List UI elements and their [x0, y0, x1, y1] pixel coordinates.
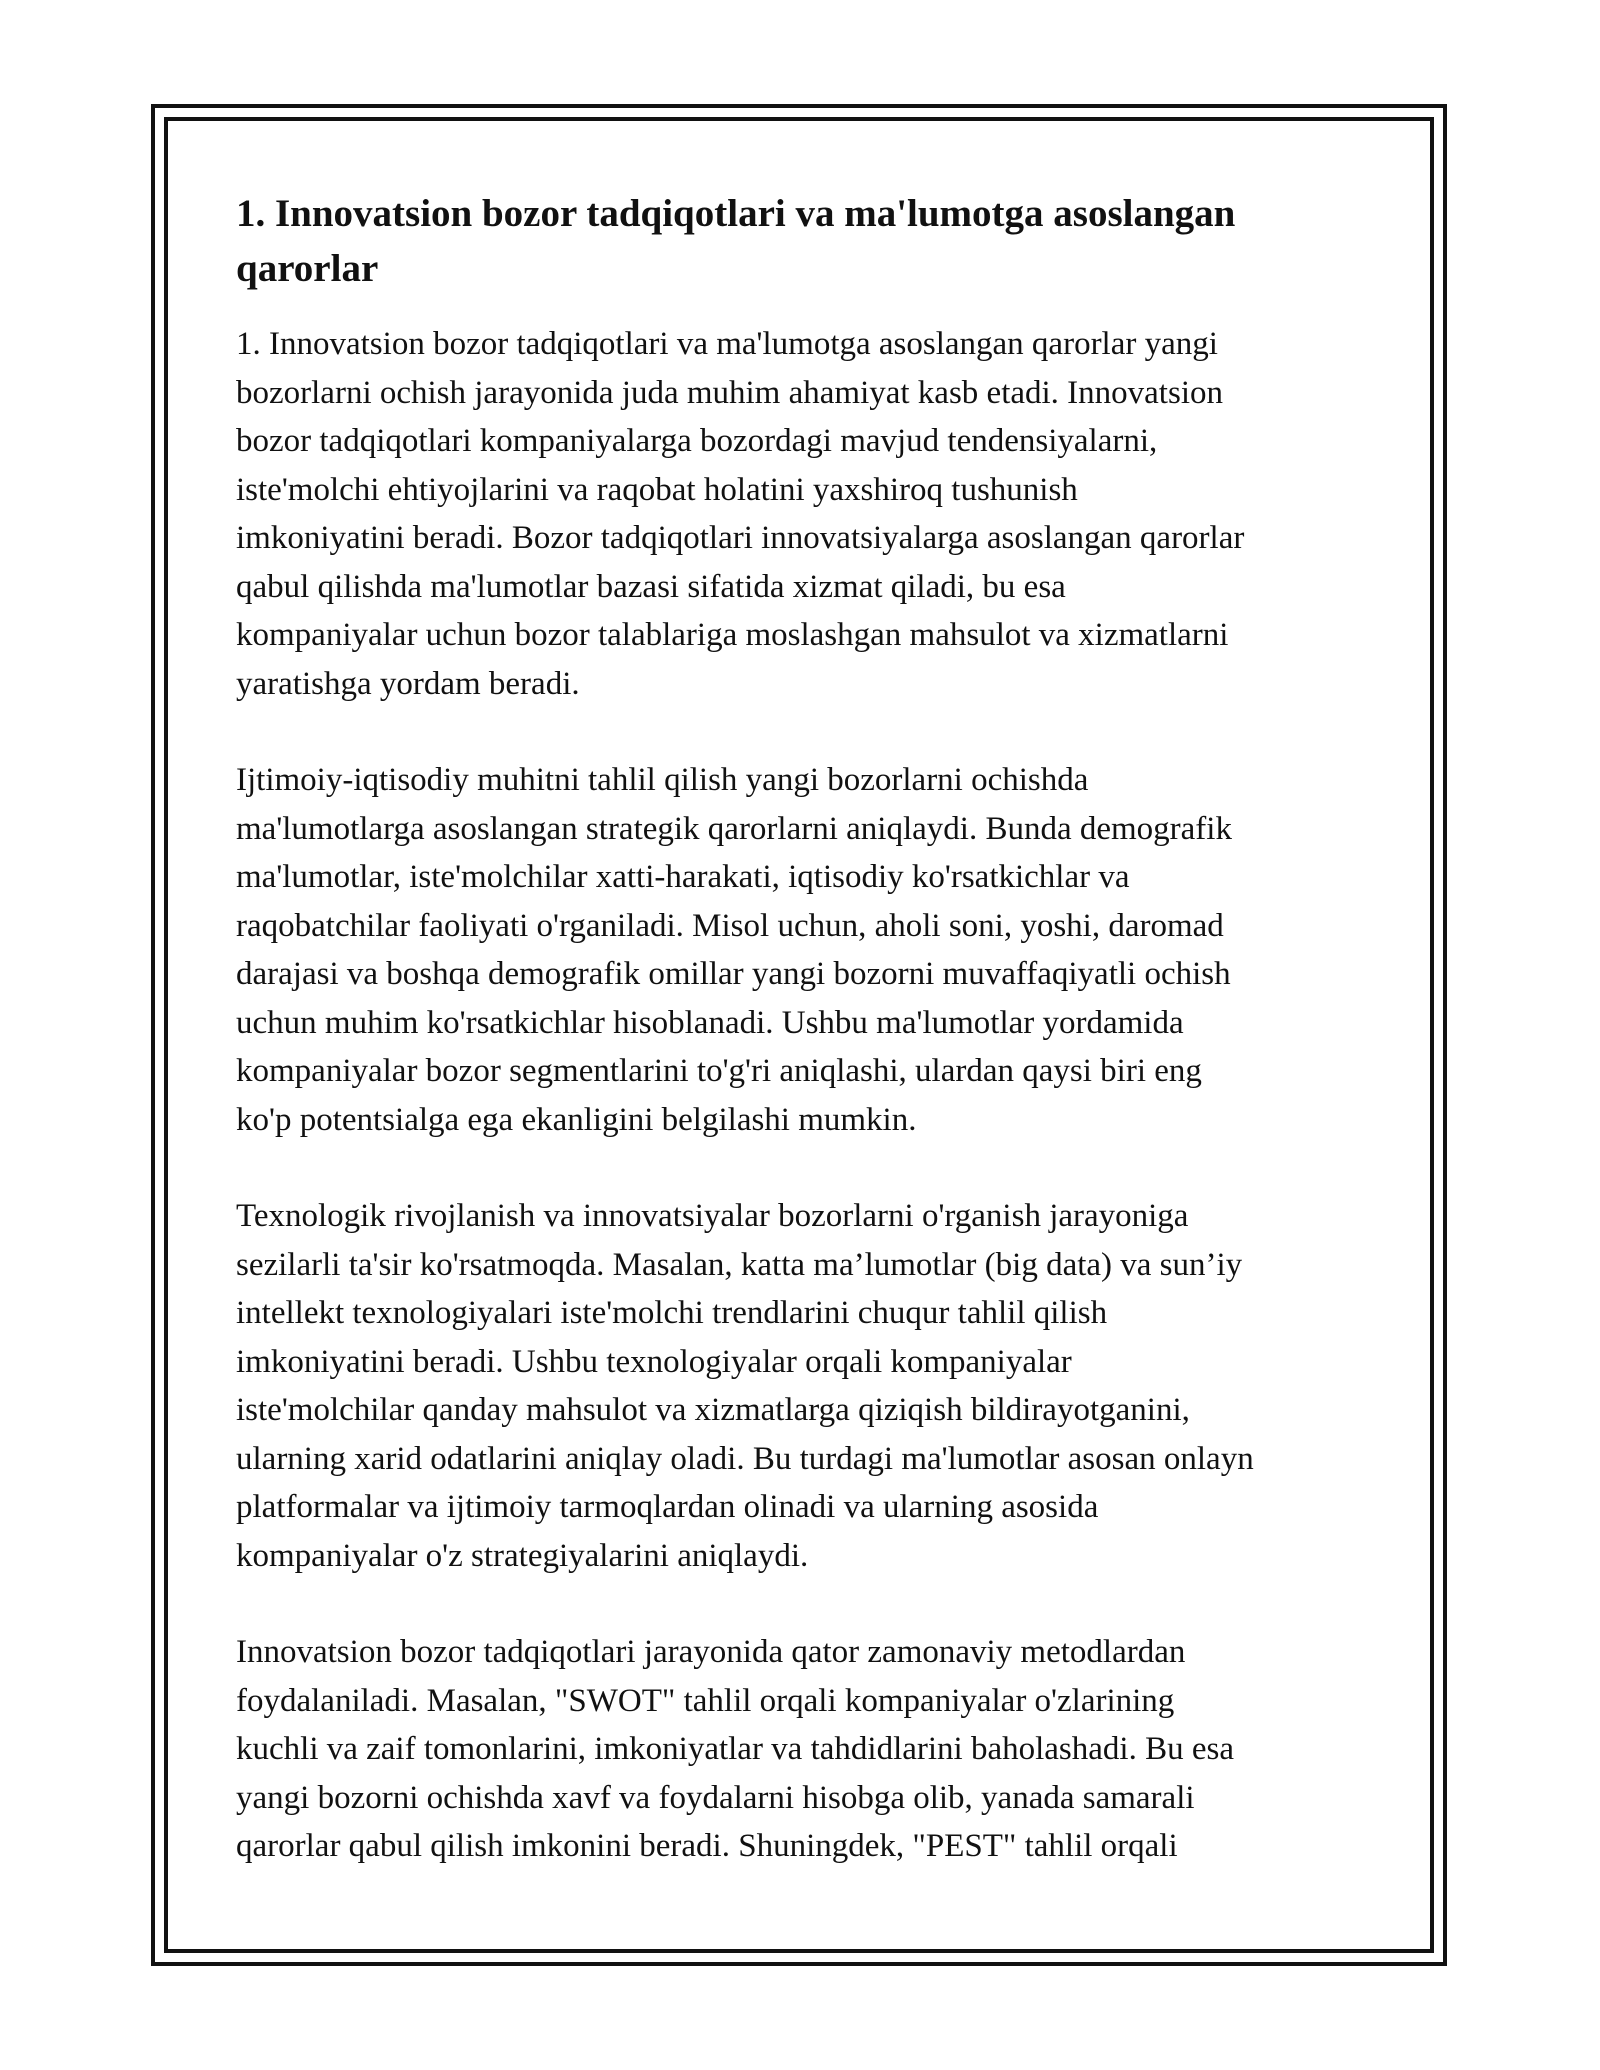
- section-heading: [236, 186, 1376, 296]
- paragraph-line: imkoniyatini beradi. Ushbu texnologiyalar orqali kompaniyalar: [236, 1343, 1072, 1380]
- paragraph-line: kompaniyalar uchun bozor talablariga moslashgan mahsulot va xizmatlarni: [236, 617, 1229, 653]
- paragraph-line: platformalar va ijtimoiy tarmoqlardan olinadi va ularning asosida: [236, 1489, 1099, 1525]
- paragraph-line: sezilarli ta'sir ko'rsatmoqda. Masalan, katta ma’lumotlar (big data) va sun’iy: [236, 1246, 1243, 1283]
- paragraph-line: bozorlarni ochish jarayonida juda muhim ahamiyat kasb etadi. Innovatsion: [236, 374, 1223, 411]
- paragraph-line: uchun muhim ko'rsatkichlar hisoblanadi. Ushbu ma'lumotlar yordamida: [236, 1004, 1184, 1041]
- paragraph-line: yangi bozorni ochishda xavf va foydalarni hisobga olib, yanada samarali: [236, 1779, 1195, 1816]
- paragraph-line: ma'lumotlar, iste'molchilar xatti-harakati, iqtisodiy ko'rsatkichlar va: [236, 859, 1130, 895]
- paragraph-line: Texnologik rivojlanish va innovatsiyalar bozorlarni o'rganish jarayoniga: [236, 1198, 1189, 1234]
- paragraph-methods: [236, 1628, 1376, 1871]
- paragraph-line: qabul qilishda ma'lumotlar bazasi sifatida xizmat qiladi, bu esa: [236, 568, 1066, 605]
- paragraph-line: foydalaniladi. Masalan, "SWOT" tahlil orqali kompaniyalar o'zlarining: [236, 1682, 1175, 1719]
- paragraph-line: raqobatchilar faoliyati o'rganiladi. Misol uchun, aholi soni, yoshi, daromad: [236, 907, 1224, 944]
- paragraph-socioeconomic: [236, 756, 1376, 1144]
- paragraph-intro: [236, 320, 1376, 708]
- paragraph-line: kuchli va zaif tomonlarini, imkoniyatlar va tahdidlarini baholashadi. Bu esa: [236, 1731, 1234, 1767]
- paragraph-line: ularning xarid odatlarini aniqlay oladi. Bu turdagi ma'lumotlar asosan onlayn: [236, 1440, 1254, 1477]
- paragraph-line: ko'p potentsialga ega ekanligini belgilashi mumkin.: [236, 1101, 917, 1138]
- paragraph-line: iste'molchi ehtiyojlarini va raqobat holatini yaxshiroq tushunish: [236, 471, 1078, 508]
- heading-line: 1. Innovatsion bozor tadqiqotlari va ma'lumotga asoslangan: [236, 192, 1236, 235]
- paragraph-line: yaratishga yordam beradi.: [236, 665, 580, 702]
- paragraph-line: darajasi va boshqa demografik omillar yangi bozorni muvaffaqiyatli ochish: [236, 956, 1231, 992]
- paragraph-line: Ijtimoiy-iqtisodiy muhitni tahlil qilish yangi bozorlarni ochishda: [236, 762, 1089, 798]
- paragraph-line: kompaniyalar o'z strategiyalarini aniqlaydi.: [236, 1537, 809, 1574]
- paragraph-line: kompaniyalar bozor segmentlarini to'g'ri aniqlashi, ulardan qaysi biri eng: [236, 1053, 1202, 1089]
- paragraph-technology: [236, 1192, 1376, 1580]
- heading-line: qarorlar: [236, 247, 379, 290]
- paragraph-line: intellekt texnologiyalari iste'molchi trendlarini chuqur tahlil qilish: [236, 1295, 1108, 1331]
- paragraph-line: 1. Innovatsion bozor tadqiqotlari va ma'lumotga asoslangan qarorlar yangi: [236, 326, 1218, 362]
- document-content: [236, 186, 1376, 1919]
- paragraph-line: imkoniyatini beradi. Bozor tadqiqotlari innovatsiyalarga asoslangan qarorlar: [236, 520, 1245, 556]
- paragraph-line: iste'molchilar qanday mahsulot va xizmatlarga qiziqish bildirayotganini,: [236, 1392, 1190, 1428]
- paragraph-line: qarorlar qabul qilish imkonini beradi. Shuningdek, "PEST" tahlil orqali: [236, 1828, 1178, 1864]
- paragraph-line: Innovatsion bozor tadqiqotlari jarayonida qator zamonaviy metodlardan: [236, 1634, 1186, 1670]
- paragraph-line: bozor tadqiqotlari kompaniyalarga bozordagi mavjud tendensiyalarni,: [236, 423, 1158, 459]
- paragraph-line: ma'lumotlarga asoslangan strategik qarorlarni aniqlaydi. Bunda demografik: [236, 810, 1232, 847]
